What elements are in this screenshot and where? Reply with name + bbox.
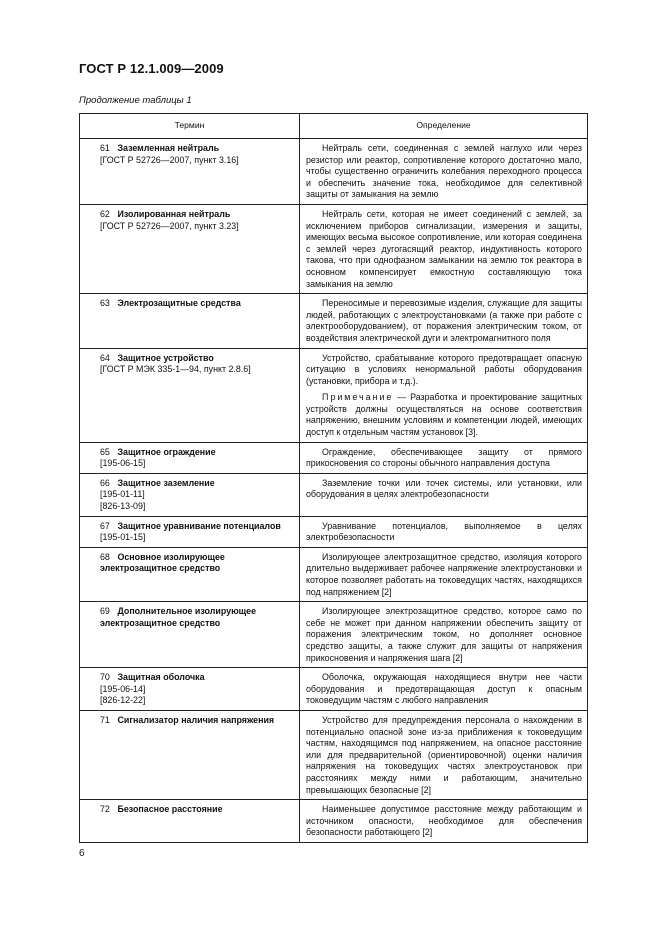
term-name: Дополнительное изолирующее электрозащитное средство: [100, 606, 257, 628]
term-heading: [100, 552, 295, 575]
term-cell: [80, 602, 300, 668]
definition-text: Оболочка, окружающая находящиеся внутри нее части оборудования и предотвращающая доступ к опасным токоведущим частям с любого направления: [306, 672, 582, 706]
term-number: 68: [100, 551, 110, 562]
term-name: Защитное ограждение: [117, 446, 216, 457]
term-number: 67: [100, 520, 110, 531]
term-number: 63: [100, 298, 110, 309]
term-cell: [80, 710, 300, 799]
definition-text: Заземление точки или точек системы, или установки, или оборудования в целях электробезопасности: [306, 477, 582, 500]
term-cell: [80, 800, 300, 843]
term-heading: [100, 353, 295, 365]
definition-text: Уравнивание потенциалов, выполняемое в целях электробезопасности: [306, 520, 582, 543]
note-label: Примечание: [322, 392, 394, 403]
definition-text: Ограждение, обеспечивающее защиту от прямого прикосновения со стороны обычного направления доступа: [306, 446, 582, 469]
term-name: Электрозащитные средства: [117, 298, 241, 309]
definition-cell: [300, 473, 588, 516]
term-name: Безопасное расстояние: [117, 804, 223, 815]
table-row: [80, 348, 588, 442]
term-number: 62: [100, 208, 110, 219]
table-row: [80, 473, 588, 516]
term-cell: [80, 516, 300, 547]
definition-text: Нейтраль сети, соединенная с землей наглухо или через резистор или реактор, сопротивление которого достаточно мало, чтобы существенно ограничить колебания переходного процесса и обеспечить значение тока, необходимое для селективной защиты от замыкания на землю: [306, 143, 582, 200]
definition-cell: [300, 710, 588, 799]
term-heading: [100, 521, 295, 533]
table-header-row: [80, 114, 588, 139]
page-number: 6: [79, 848, 85, 859]
table-continuation-caption: Продолжение таблицы 1: [79, 95, 192, 106]
definition-cell: [300, 602, 588, 668]
term-name: Основное изолирующее электрозащитное средство: [100, 551, 225, 574]
term-reference: [195-06-14]: [100, 683, 146, 694]
term-name: Защитное устройство: [117, 352, 214, 363]
term-number: 70: [100, 672, 110, 683]
table-row: [80, 139, 588, 205]
term-cell: [80, 668, 300, 711]
definition-cell: [300, 204, 588, 293]
term-cell: [80, 442, 300, 473]
term-reference: [ГОСТ Р 52726—2007, пункт 3.16]: [100, 154, 239, 165]
term-number: 72: [100, 804, 110, 815]
definition-text: Изолирующее электрозащитное средство, которое само по себе не может при данном напряжении обеспечить защиту от поражения электрическим током, но дополняет основное средство защиты, а также служит для защиты от напряжения прикосновения и напряжения шага [2]: [306, 606, 582, 663]
term-name: Защитное уравнивание потенциалов: [117, 520, 281, 531]
term-number: 64: [100, 352, 110, 363]
term-reference: [195-06-15]: [100, 458, 146, 469]
document-title: ГОСТ Р 12.1.009—2009: [79, 61, 224, 76]
table-row: [80, 602, 588, 668]
term-heading: [100, 478, 295, 490]
term-cell: [80, 348, 300, 442]
term-reference: [ГОСТ Р 52726—2007, пункт 3.23]: [100, 220, 239, 231]
term-name: Защитное заземление: [117, 477, 215, 488]
term-cell: [80, 294, 300, 348]
table-row: [80, 516, 588, 547]
terms-table-body: [80, 139, 588, 843]
term-number: 71: [100, 714, 110, 725]
term-reference: [195-01-11]: [100, 489, 145, 500]
table-row: [80, 710, 588, 799]
definition-cell: [300, 668, 588, 711]
term-reference: [195-01-15]: [100, 532, 146, 543]
definition-text: Переносимые и перевозимые изделия, служащие для защиты людей, работающих с электроустановками (а также при работе с электрооборудованием), от поражения электрическим током, от воздействия электрической дуги и электромагнитного поля: [306, 298, 582, 343]
term-number: 66: [100, 477, 110, 488]
table-row: [80, 800, 588, 843]
term-name: Сигнализатор наличия напряжения: [117, 714, 275, 725]
term-heading: [100, 209, 295, 221]
definition-text: Наименьшее допустимое расстояние между работающим и источником опасности, необходимое для обеспечения безопасности работающего [2]: [306, 804, 582, 838]
table-row: [80, 547, 588, 601]
term-number: 61: [100, 143, 110, 153]
definition-text: Изолирующее электрозащитное средство, изоляция которого длительно выдерживает рабочее напряжение электроустановки и которое позволяет работать на токоведущих частях, находящихся под напряжением [2]: [306, 551, 582, 597]
term-reference: [ГОСТ Р МЭК 335-1—94, пункт 2.8.6]: [100, 364, 251, 375]
term-heading: [100, 606, 295, 629]
term-cell: [80, 204, 300, 293]
term-heading: [100, 298, 295, 310]
term-name: Защитная оболочка: [117, 672, 205, 683]
term-heading: [100, 672, 295, 684]
note-text: — Разработка и проектирование защитных устройств должны осуществляться на основе соответствия напряжению, внешним условиям и компетенции людей, имеющих доступ к отдельным частям установок [3].: [306, 392, 582, 438]
term-name: Изолированная нейтраль: [117, 208, 231, 219]
definition-cell: [300, 800, 588, 843]
term-number: 69: [100, 606, 110, 617]
definition-text: Нейтраль сети, которая не имеет соединений с землей, за исключением приборов сигнализации, измерения и защиты, имеющих весьма высокое сопротивление, или которая соединена с землей через дугогасящий реактор, индуктивность которого такова, что при однофазном замыкании на землю ток реактора в основном компенсирует емкостную составляющую тока замыкания на землю: [306, 208, 582, 289]
definition-cell: [300, 547, 588, 601]
term-reference: [826-13-09]: [100, 501, 146, 512]
term-heading: [100, 143, 295, 155]
definition-text: Устройство для предупреждения персонала о нахождении в потенциально опасной зоне из-за приближения к токоведущим частям, находящимся под напряжением, на опасное расстояние или для предварительной (ориентировочной) оценки наличия напряжения на токоведущих частях электроустановок при расстояниях между ними и работающим, значительно превышающих безопасные [2]: [306, 714, 582, 795]
definition-cell: [300, 348, 588, 442]
term-heading: [100, 447, 295, 459]
term-reference: [826-12-22]: [100, 695, 146, 706]
table-row: [80, 668, 588, 711]
definition-cell: [300, 516, 588, 547]
definition-text: Устройство, срабатывание которого предотвращает опасную ситуацию в условиях ненормальной работы оборудования (установки, прибора и т.д.).: [306, 352, 582, 386]
term-cell: [80, 547, 300, 601]
term-name: Заземленная нейтраль: [117, 143, 220, 153]
column-header-definition: Определение: [300, 114, 588, 139]
definition-cell: [300, 294, 588, 348]
term-number: 65: [100, 446, 110, 457]
definition-cell: [300, 139, 588, 205]
table-row: [80, 204, 588, 293]
term-heading: [100, 715, 295, 727]
table-row: [80, 442, 588, 473]
term-cell: [80, 139, 300, 205]
definition-cell: [300, 442, 588, 473]
terms-table: [79, 113, 588, 843]
definition-note: [306, 392, 582, 438]
column-header-term: Термин: [80, 114, 300, 139]
term-cell: [80, 473, 300, 516]
term-heading: [100, 804, 295, 816]
table-row: [80, 294, 588, 348]
